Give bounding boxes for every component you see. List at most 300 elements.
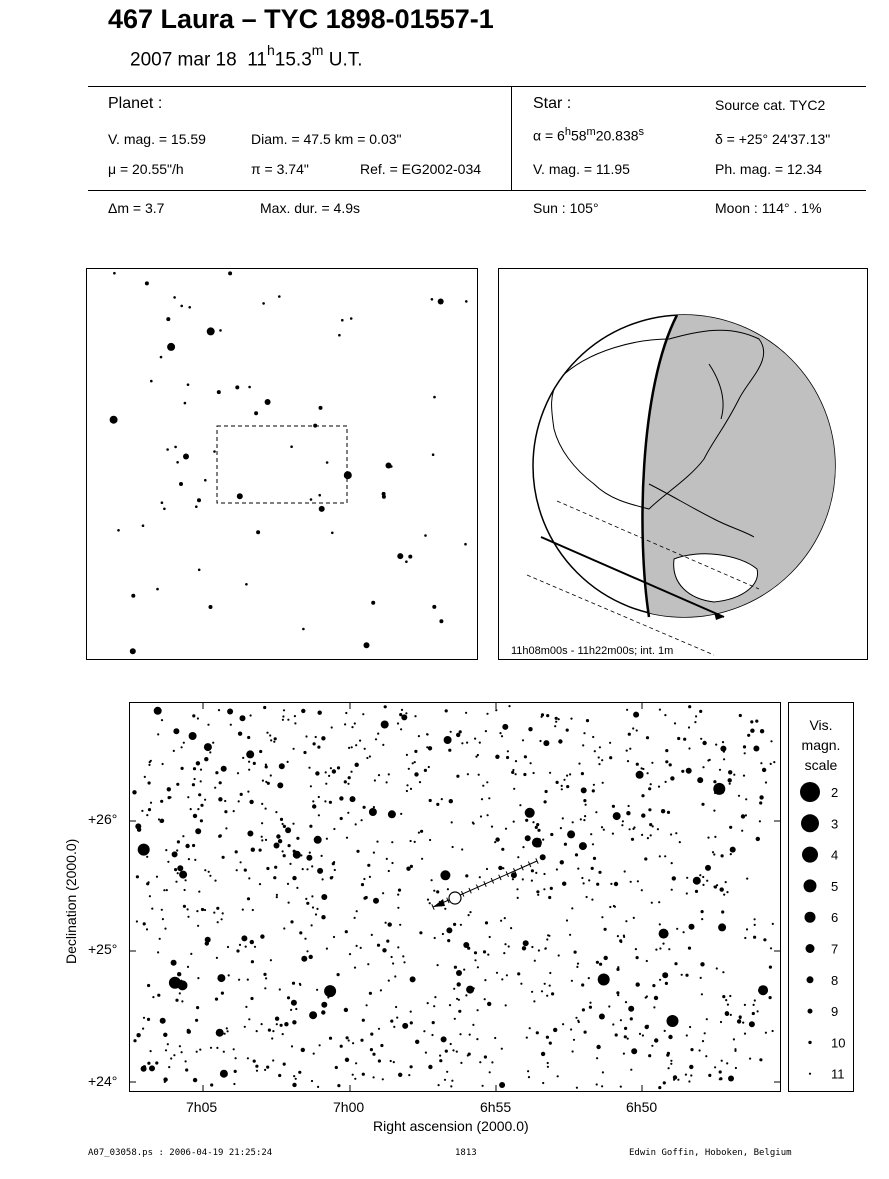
chart-star bbox=[456, 733, 460, 737]
chart-star bbox=[463, 942, 469, 948]
chart-star bbox=[221, 766, 227, 772]
chart-star bbox=[294, 722, 296, 724]
chart-star bbox=[299, 983, 301, 985]
chart-star bbox=[760, 729, 764, 733]
chart-star bbox=[187, 796, 189, 798]
chart-star bbox=[279, 763, 285, 769]
chart-star bbox=[428, 746, 432, 750]
chart-star bbox=[489, 936, 491, 938]
chart-star bbox=[160, 800, 163, 803]
chart-star bbox=[149, 895, 151, 897]
finder-star bbox=[173, 296, 176, 299]
chart-star bbox=[205, 941, 209, 945]
chart-star bbox=[636, 729, 638, 731]
chart-star bbox=[381, 721, 389, 729]
chart-star bbox=[438, 1084, 440, 1086]
chart-star bbox=[181, 746, 183, 748]
chart-star bbox=[356, 910, 358, 912]
finder-star bbox=[179, 482, 183, 486]
planet-motion: μ = 20.55"/h bbox=[108, 161, 184, 177]
finder-star bbox=[176, 461, 179, 464]
chart-star bbox=[598, 974, 610, 986]
chart-star bbox=[571, 980, 573, 982]
chart-star bbox=[722, 741, 724, 743]
legend-magnitude-dot bbox=[808, 1009, 813, 1014]
chart-star bbox=[641, 794, 644, 797]
chart-star bbox=[733, 774, 735, 776]
chart-star bbox=[667, 811, 670, 814]
chart-star bbox=[459, 1033, 461, 1035]
chart-star bbox=[402, 1023, 408, 1029]
chart-star bbox=[530, 762, 532, 764]
chart-star bbox=[418, 735, 420, 737]
chart-star bbox=[547, 934, 549, 936]
chart-star bbox=[695, 890, 698, 893]
finder-star bbox=[319, 406, 323, 410]
chart-star bbox=[271, 1037, 273, 1039]
chart-star bbox=[419, 781, 421, 783]
chart-star bbox=[473, 987, 475, 989]
chart-star bbox=[293, 748, 295, 750]
chart-star bbox=[432, 1021, 435, 1024]
chart-star bbox=[510, 927, 512, 929]
chart-star bbox=[224, 800, 226, 802]
chart-star bbox=[719, 1078, 721, 1080]
chart-star bbox=[347, 783, 349, 785]
chart-star bbox=[179, 1045, 181, 1047]
chart-star bbox=[526, 1037, 528, 1039]
chart-star bbox=[398, 889, 401, 892]
chart-star bbox=[344, 1008, 348, 1012]
chart-star bbox=[494, 841, 496, 843]
chart-star bbox=[522, 846, 524, 848]
chart-star bbox=[555, 717, 558, 720]
chart-star bbox=[306, 902, 309, 905]
chart-star bbox=[248, 1018, 250, 1020]
chart-star bbox=[283, 1063, 286, 1066]
chart-star bbox=[192, 714, 195, 717]
chart-star bbox=[705, 865, 711, 871]
chart-star bbox=[657, 828, 659, 830]
chart-star bbox=[265, 765, 268, 768]
chart-star bbox=[248, 761, 250, 763]
chart-star bbox=[596, 1045, 600, 1049]
chart-star bbox=[453, 988, 455, 990]
path-ticks bbox=[432, 858, 538, 909]
chart-star bbox=[596, 1057, 598, 1059]
chart-star bbox=[247, 831, 253, 837]
footer-author: Edwin Goffin, Hoboken, Belgium bbox=[629, 1148, 792, 1158]
chart-star bbox=[469, 911, 471, 913]
chart-star bbox=[572, 1050, 574, 1052]
chart-star bbox=[533, 1000, 535, 1002]
chart-star bbox=[188, 858, 190, 860]
chart-star bbox=[439, 1055, 441, 1057]
legend-magnitude-dot bbox=[809, 1073, 811, 1075]
chart-star bbox=[632, 828, 634, 830]
chart-star bbox=[347, 812, 349, 814]
chart-star bbox=[484, 998, 486, 1000]
chart-star bbox=[399, 924, 401, 926]
chart-star bbox=[479, 876, 481, 878]
chart-star bbox=[690, 1048, 693, 1051]
chart-star bbox=[329, 1037, 332, 1040]
chart-star bbox=[674, 962, 677, 965]
chart-star bbox=[452, 1049, 454, 1051]
chart-star bbox=[749, 1021, 755, 1027]
chart-star bbox=[322, 878, 324, 880]
chart-star bbox=[240, 861, 242, 863]
chart-star bbox=[251, 960, 254, 963]
finder-star bbox=[217, 390, 221, 394]
planet-reference: Ref. = EG2002-034 bbox=[360, 161, 482, 177]
chart-star bbox=[256, 1070, 258, 1072]
chart-star bbox=[214, 787, 216, 789]
chart-star bbox=[688, 1080, 690, 1082]
chart-star bbox=[345, 1058, 349, 1062]
chart-star bbox=[429, 902, 431, 904]
chart-star bbox=[713, 810, 715, 812]
chart-star bbox=[702, 741, 706, 745]
finder-star bbox=[313, 424, 317, 428]
chart-star bbox=[400, 813, 402, 815]
chart-star bbox=[591, 899, 593, 901]
chart-star bbox=[324, 985, 336, 997]
chart-star bbox=[301, 956, 307, 962]
chart-star bbox=[414, 715, 416, 717]
chart-star bbox=[414, 750, 417, 753]
chart-star bbox=[460, 1062, 462, 1064]
finder-zoom-box bbox=[217, 426, 347, 503]
chart-star bbox=[222, 912, 224, 914]
chart-star bbox=[265, 839, 267, 841]
chart-star bbox=[431, 879, 433, 881]
chart-star bbox=[263, 973, 266, 976]
chart-star bbox=[613, 812, 621, 820]
chart-star bbox=[272, 1059, 274, 1061]
chart-star bbox=[433, 1005, 435, 1007]
chart-star bbox=[641, 889, 643, 891]
chart-star bbox=[445, 1050, 448, 1053]
chart-star bbox=[561, 788, 563, 790]
chart-star bbox=[209, 751, 211, 753]
planet-diameter: Diam. = 47.5 km = 0.03" bbox=[251, 131, 402, 147]
chart-star bbox=[370, 1048, 373, 1051]
chart-star bbox=[292, 1083, 296, 1087]
chart-star bbox=[457, 982, 461, 986]
chart-star bbox=[720, 746, 726, 752]
chart-star bbox=[538, 949, 540, 951]
chart-star bbox=[441, 1036, 447, 1042]
chart-star bbox=[166, 889, 168, 891]
chart-star bbox=[136, 1033, 140, 1037]
chart-star bbox=[261, 1023, 263, 1025]
chart-star bbox=[555, 721, 557, 723]
chart-star bbox=[348, 1039, 350, 1041]
chart-star bbox=[149, 1065, 155, 1071]
chart-star bbox=[641, 834, 643, 836]
chart-star bbox=[230, 724, 232, 726]
chart-star bbox=[722, 971, 724, 973]
chart-star bbox=[254, 946, 256, 948]
chart-star bbox=[598, 871, 601, 874]
chart-star bbox=[193, 767, 196, 770]
chart-star bbox=[650, 783, 652, 785]
chart-star bbox=[282, 715, 284, 717]
chart-star bbox=[688, 947, 691, 950]
chart-star bbox=[194, 859, 196, 861]
chart-star bbox=[549, 1042, 552, 1045]
chart-star bbox=[589, 1006, 592, 1009]
chart-star bbox=[434, 937, 436, 939]
chart-star bbox=[275, 811, 277, 813]
chart-star bbox=[361, 819, 363, 821]
chart-star bbox=[494, 1037, 496, 1039]
chart-star bbox=[321, 1002, 327, 1008]
chart-star bbox=[410, 1065, 413, 1068]
chart-star bbox=[212, 742, 214, 744]
chart-star bbox=[138, 844, 150, 856]
x-tick-label: 7h00 bbox=[333, 1099, 365, 1115]
chart-star bbox=[268, 1029, 271, 1032]
chart-star bbox=[588, 879, 590, 881]
chart-star bbox=[629, 748, 631, 750]
chart-star bbox=[278, 839, 282, 843]
chart-star bbox=[270, 739, 272, 741]
chart-star bbox=[735, 1067, 737, 1069]
chart-star bbox=[738, 795, 740, 797]
chart-star bbox=[548, 896, 551, 899]
chart-star bbox=[290, 920, 293, 923]
chart-star bbox=[418, 832, 420, 834]
legend-magnitude-dot bbox=[807, 976, 814, 983]
chart-star bbox=[499, 1082, 505, 1088]
chart-star bbox=[148, 808, 151, 811]
chart-star bbox=[489, 1071, 491, 1073]
chart-star bbox=[753, 936, 756, 939]
chart-star bbox=[639, 1033, 641, 1035]
finder-star bbox=[386, 463, 392, 469]
chart-star bbox=[235, 1057, 237, 1059]
finder-star bbox=[331, 532, 334, 535]
chart-star bbox=[373, 806, 375, 808]
chart-star bbox=[458, 1010, 461, 1013]
chart-star bbox=[662, 943, 664, 945]
chart-star bbox=[746, 878, 748, 880]
finder-star bbox=[326, 461, 329, 464]
finder-star bbox=[318, 494, 321, 497]
chart-star bbox=[647, 772, 649, 774]
chart-star bbox=[720, 887, 724, 891]
chart-star bbox=[549, 985, 551, 987]
chart-star bbox=[388, 870, 390, 872]
chart-star bbox=[772, 1030, 774, 1032]
chart-star bbox=[668, 1035, 672, 1039]
chart-star bbox=[190, 953, 192, 955]
chart-star bbox=[759, 1058, 762, 1061]
chart-star bbox=[739, 1015, 742, 1018]
chart-star bbox=[701, 993, 703, 995]
chart-star bbox=[221, 918, 223, 920]
chart-star bbox=[706, 1018, 708, 1020]
chart-star bbox=[269, 734, 271, 736]
chart-star bbox=[384, 705, 387, 708]
chart-star bbox=[658, 786, 660, 788]
chart-star bbox=[293, 850, 296, 853]
chart-star bbox=[628, 1006, 634, 1012]
chart-star bbox=[620, 1019, 622, 1021]
chart-star bbox=[700, 962, 704, 966]
legend-magnitude-label: 6 bbox=[831, 910, 839, 926]
chart-star bbox=[196, 1006, 199, 1009]
chart-star bbox=[542, 1082, 544, 1084]
chart-star bbox=[402, 955, 404, 957]
chart-star bbox=[274, 843, 280, 849]
chart-star bbox=[319, 1044, 321, 1046]
chart-star bbox=[244, 1026, 246, 1028]
chart-star bbox=[426, 733, 428, 735]
chart-star bbox=[150, 1050, 152, 1052]
chart-star bbox=[616, 991, 619, 994]
chart-star bbox=[354, 967, 356, 969]
chart-star bbox=[719, 1070, 722, 1073]
chart-star bbox=[192, 783, 195, 786]
chart-star bbox=[290, 1009, 292, 1011]
chart-star bbox=[623, 936, 625, 938]
chart-star bbox=[726, 1062, 728, 1064]
chart-star bbox=[561, 785, 563, 787]
chart-star bbox=[245, 946, 247, 948]
chart-star bbox=[296, 837, 299, 840]
chart-star bbox=[190, 808, 192, 810]
chart-star bbox=[332, 862, 335, 865]
finder-chart-panel bbox=[86, 268, 478, 660]
chart-star bbox=[700, 738, 702, 740]
chart-star bbox=[632, 727, 634, 729]
chart-star bbox=[344, 780, 347, 783]
chart-star bbox=[210, 1047, 212, 1049]
chart-star bbox=[659, 947, 661, 949]
chart-star bbox=[264, 1069, 266, 1071]
chart-star bbox=[583, 732, 585, 734]
finder-star bbox=[432, 453, 435, 456]
chart-star bbox=[556, 868, 558, 870]
chart-star bbox=[183, 742, 185, 744]
chart-star bbox=[659, 923, 661, 925]
chart-star bbox=[177, 972, 181, 976]
chart-star bbox=[667, 1015, 679, 1027]
chart-star bbox=[228, 974, 230, 976]
chart-star bbox=[276, 1023, 278, 1025]
chart-star bbox=[265, 781, 267, 783]
chart-star bbox=[321, 1010, 325, 1014]
chart-star bbox=[499, 732, 501, 734]
chart-star bbox=[236, 949, 239, 952]
chart-star bbox=[253, 762, 256, 765]
chart-star bbox=[586, 719, 589, 722]
chart-star bbox=[185, 879, 187, 881]
chart-star bbox=[421, 858, 423, 860]
chart-star bbox=[283, 709, 285, 711]
chart-star bbox=[378, 774, 380, 776]
chart-star bbox=[369, 876, 371, 878]
chart-star bbox=[543, 888, 545, 890]
chart-star bbox=[636, 771, 644, 779]
chart-star bbox=[260, 934, 264, 938]
chart-star bbox=[532, 821, 534, 823]
chart-star bbox=[436, 803, 439, 806]
chart-star bbox=[599, 963, 602, 966]
chart-star bbox=[515, 773, 517, 775]
chart-star bbox=[595, 811, 597, 813]
chart-star bbox=[583, 799, 586, 802]
chart-star bbox=[150, 760, 152, 762]
chart-star bbox=[346, 837, 348, 839]
finder-star bbox=[183, 454, 189, 460]
chart-star bbox=[255, 1065, 258, 1068]
chart-star bbox=[726, 891, 728, 893]
chart-star bbox=[261, 839, 263, 841]
chart-star bbox=[234, 1070, 237, 1073]
finder-star bbox=[262, 302, 265, 305]
chart-star bbox=[461, 742, 463, 744]
chart-star bbox=[429, 799, 432, 802]
chart-star bbox=[339, 796, 343, 800]
chart-star bbox=[276, 834, 280, 838]
chart-star bbox=[331, 876, 333, 878]
chart-star bbox=[348, 747, 350, 749]
finder-star bbox=[161, 501, 164, 504]
x-tick-label: 7h05 bbox=[186, 1099, 218, 1115]
chart-star bbox=[754, 999, 756, 1001]
chart-star bbox=[378, 1028, 380, 1030]
chart-star bbox=[584, 1031, 587, 1034]
chart-star bbox=[250, 714, 252, 716]
chart-star bbox=[551, 992, 554, 995]
chart-star bbox=[433, 890, 435, 892]
chart-star bbox=[723, 758, 725, 760]
chart-star bbox=[743, 775, 745, 777]
chart-star bbox=[367, 963, 369, 965]
chart-star bbox=[631, 838, 634, 841]
page-title: 467 Laura – TYC 1898-01557-1 bbox=[108, 4, 494, 34]
chart-star bbox=[282, 850, 284, 852]
chart-star bbox=[529, 1027, 531, 1029]
chart-star bbox=[359, 740, 361, 742]
chart-star bbox=[414, 761, 416, 763]
chart-star bbox=[553, 1028, 557, 1032]
chart-star bbox=[197, 717, 199, 719]
chart-star bbox=[330, 767, 332, 769]
chart-star bbox=[609, 906, 611, 908]
chart-star bbox=[355, 1062, 357, 1064]
chart-star bbox=[609, 742, 611, 744]
chart-star bbox=[629, 828, 631, 830]
chart-star bbox=[160, 821, 162, 823]
chart-star bbox=[305, 898, 307, 900]
chart-star bbox=[504, 917, 506, 919]
chart-star bbox=[599, 746, 601, 748]
chart-star bbox=[238, 979, 240, 981]
chart-star bbox=[287, 996, 290, 999]
chart-star bbox=[762, 768, 766, 772]
chart-star bbox=[241, 935, 247, 941]
chart-star bbox=[419, 931, 422, 934]
chart-star bbox=[367, 864, 370, 867]
chart-star bbox=[525, 819, 528, 822]
chart-star bbox=[294, 715, 296, 717]
chart-star bbox=[279, 988, 281, 990]
